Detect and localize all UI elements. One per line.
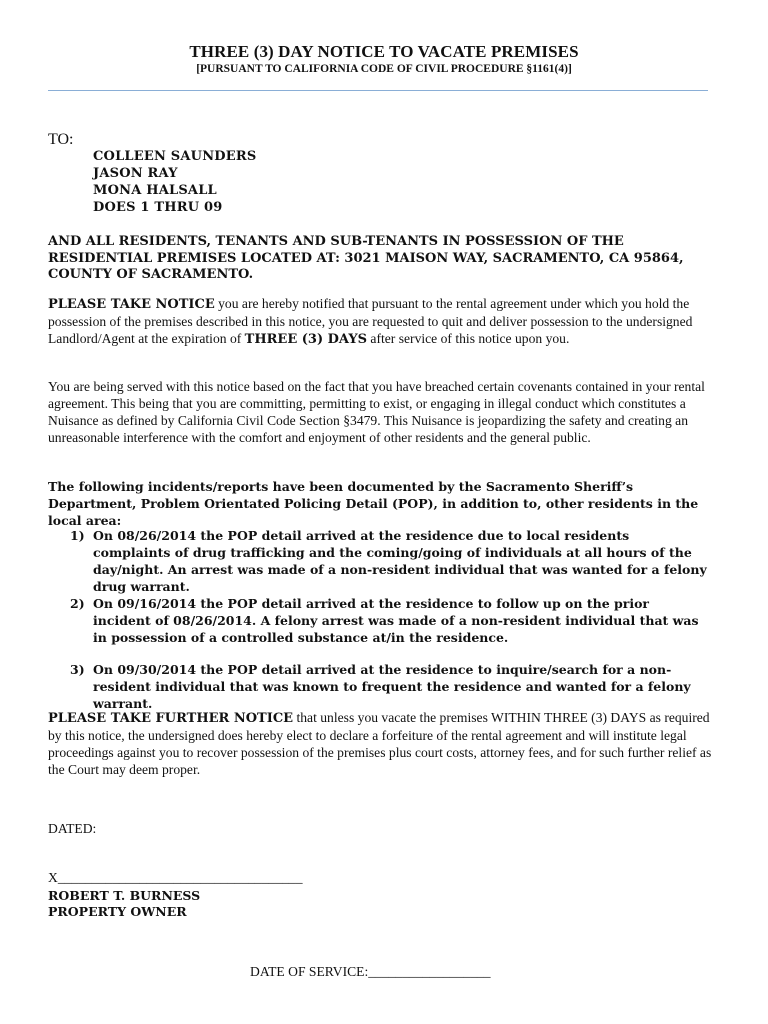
residents-block [48, 234, 708, 284]
date-of-service: DATE OF SERVICE:__________________ [250, 964, 491, 979]
further-notice-lead: PLEASE TAKE FURTHER NOTICE [48, 711, 294, 726]
incident-number: 1) [70, 528, 85, 543]
incident-text: On 09/16/2014 the POP detail arrived at the residence to follow up on the prior incident of 08/26/2014. A felony arrest was made of a non-resident individual that was in possession of a controlled substance at/in the residence. [93, 596, 699, 645]
notice-text: you are hereby notified that pursuant to the rental agreement under which you hold the possession of the premises described in this notice, you are requested to quit and deliver possession to the undersigned Landlord/Agent at the expiration of [48, 296, 693, 346]
recipient-name: MONA HALSALL [93, 183, 217, 198]
recipient-name: JASON RAY [93, 166, 178, 181]
signer-role: PROPERTY OWNER [48, 904, 187, 919]
residents-line: COUNTY OF SACRAMENTO. [48, 267, 254, 282]
recipient-name: COLLEEN SAUNDERS [93, 149, 257, 164]
incident-number: 2) [70, 596, 85, 611]
signature-line: X____________________________________ [48, 870, 303, 885]
document-title: THREE (3) DAY NOTICE TO VACATE PREMISES [189, 42, 579, 61]
dated-label: DATED: [48, 821, 97, 836]
further-notice-text: that unless you vacate the premises WITHIN THREE (3) DAYS as required by this notice, the undersigned does hereby elect to declare a forfeiture of the rental agreement and will institute legal proceedings against you to recover possession of the premises plus court costs, attorney fees, and for such further relief as the Court may deem proper. [48, 710, 712, 777]
document-subtitle: [PURSUANT TO CALIFORNIA CODE OF CIVIL PROCEDURE §1161(4)] [196, 63, 572, 75]
recipient-name: DOES 1 THRU 09 [93, 200, 223, 215]
residents-line: RESIDENTIAL PREMISES LOCATED AT: 3021 MAISON WAY, SACRAMENTO, CA 95864, [48, 250, 684, 266]
to-label: TO: [48, 131, 74, 148]
notice-paragraph [48, 295, 716, 348]
notice-emphasis: THREE (3) DAYS [244, 332, 368, 347]
notice-text-end: after service of this notice upon you. [367, 331, 570, 346]
incident-item [70, 527, 710, 595]
signer-name: ROBERT T. BURNESS [48, 888, 201, 903]
incident-text: On 08/26/2014 the POP detail arrived at the residence due to local residents complaints of drug trafficking and the coming/going of individuals at all hours of the day/night. An arrest was made of a non-resident individual that was wanted for a felony drug warrant. [93, 528, 707, 594]
further-notice-paragraph [48, 709, 716, 778]
incident-text: On 09/30/2014 the POP detail arrived at the residence to inquire/search for a non-resident individual that was known to frequent the residence and wanted for a felony warrant. [93, 662, 691, 711]
notice-lead: PLEASE TAKE NOTICE [48, 297, 215, 312]
incident-item [70, 661, 710, 712]
incidents-intro: The following incidents/reports have been documented by the Sacramento Sheriff’s Department, Problem Orientated Policing Detail (POP), in addition to, other residents in the local area: [48, 479, 699, 528]
breach-paragraph: You are being served with this notice based on the fact that you have breached certain covenants contained in your rental agreement. This being that you are committing, permitting to exist, or engaging in illegal conduct which constitutes a Nuisance as defined by California Civil Code Section §3479. This Nuisance is jeopardizing the safety and creating an unreasonable interference with the comfort and enjoyment of other residents and the general public. [48, 379, 705, 445]
incident-item [70, 595, 710, 646]
incident-number: 3) [70, 662, 85, 677]
residents-line: AND ALL RESIDENTS, TENANTS AND SUB-TENANTS IN POSSESSION OF THE [48, 234, 624, 249]
header-divider [48, 90, 708, 91]
